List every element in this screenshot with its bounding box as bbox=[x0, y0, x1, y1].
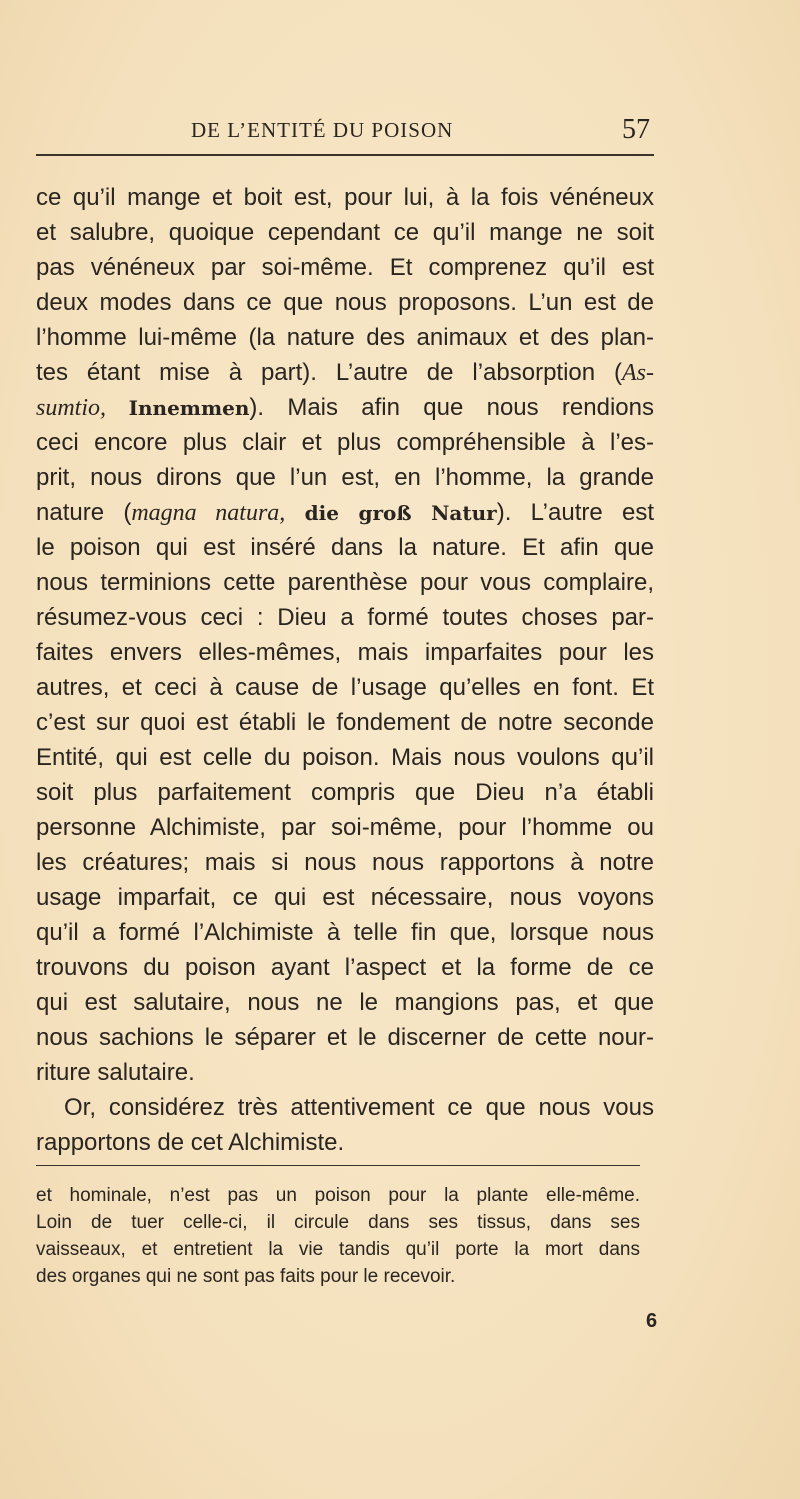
latin-term: As- bbox=[622, 360, 654, 386]
text-line: qu’il a formé l’Alchimiste à telle fin que, lorsque nous bbox=[36, 919, 654, 946]
text-line: soit plus parfaitement compris que Dieu n’a établi bbox=[36, 779, 654, 806]
main-text bbox=[36, 180, 654, 1160]
text-line: résumez-vous ceci : Dieu a formé toutes choses par- bbox=[36, 604, 654, 631]
footnote-rule bbox=[36, 1165, 640, 1166]
text-fragment: ). L’autre est bbox=[496, 499, 655, 526]
german-term: Innemmen bbox=[128, 396, 250, 420]
german-term: die groß Natur bbox=[304, 501, 497, 525]
text-fragment: nature ( bbox=[36, 499, 132, 526]
text-line: les créatures; mais si nous nous rapportons à notre bbox=[36, 849, 654, 876]
text-line: ce qu’il mange et boit est, pour lui, à la fois vénéneux bbox=[36, 184, 654, 211]
text-line: faites envers elles-mêmes, mais imparfaites pour les bbox=[36, 639, 654, 666]
footnote-line: des organes qui ne sont pas faits pour le recevoir. bbox=[36, 1266, 456, 1287]
text-line: autres, et ceci à cause de l’usage qu’elles en font. Et bbox=[36, 674, 654, 701]
latin-term: magna natura, bbox=[131, 500, 286, 526]
page-number: 57 bbox=[622, 114, 650, 145]
text-line: qui est salutaire, nous ne le mangions pas, et que bbox=[36, 989, 654, 1016]
text-line: pas vénéneux par soi-même. Et comprenez qu’il est bbox=[36, 254, 654, 281]
text-line: Or, considérez très attentivement ce que nous vous bbox=[64, 1094, 654, 1121]
page-header bbox=[36, 110, 654, 156]
text-line bbox=[36, 355, 654, 390]
text-line bbox=[36, 390, 654, 425]
text-line: et salubre, quoique cependant ce qu’il mange ne soit bbox=[36, 219, 654, 246]
running-title: DE L’ENTITÉ DU POISON bbox=[191, 118, 454, 142]
text-line: ceci encore plus clair et plus compréhensible à l’es- bbox=[36, 429, 654, 456]
text-line: rapportons de cet Alchimiste. bbox=[36, 1129, 345, 1156]
text-line: nous sachions le séparer et le discerner de cette nour- bbox=[36, 1024, 654, 1051]
text-line: le poison qui est inséré dans la nature. Et afin que bbox=[36, 534, 654, 561]
text-line: usage imparfait, ce qui est nécessaire, nous voyons bbox=[36, 884, 654, 911]
footnote-line: Loin de tuer celle-ci, il circule dans ses tissus, dans ses bbox=[36, 1212, 640, 1233]
header-rule bbox=[36, 154, 654, 156]
text-line: l’homme lui-même (la nature des animaux et des plan- bbox=[36, 324, 654, 351]
text-line: trouvons du poison ayant l’aspect et la forme de ce bbox=[36, 954, 654, 981]
footnote-line: vaisseaux, et entretient la vie tandis qu’il porte la mort dans bbox=[36, 1239, 640, 1260]
text-line: nous terminions cette parenthèse pour vous complaire, bbox=[36, 569, 654, 596]
text-line: Entité, qui est celle du poison. Mais nous voulons qu’il bbox=[36, 744, 654, 771]
text-line: c’est sur quoi est établi le fondement de notre seconde bbox=[36, 709, 654, 736]
text-fragment: tes étant mise à part). L’autre de l’absorption ( bbox=[36, 359, 622, 386]
footnote-line: et hominale, n’est pas un poison pour la plante elle-même. bbox=[36, 1185, 640, 1206]
text-fragment: ). Mais afin que nous rendions bbox=[249, 394, 654, 421]
signature-mark: 6 bbox=[646, 1310, 658, 1332]
text-line: prit, nous dirons que l’un est, en l’homme, la grande bbox=[36, 464, 654, 491]
text-line: riture salutaire. bbox=[36, 1059, 195, 1086]
latin-term: sumtio, bbox=[36, 395, 129, 421]
text-line bbox=[36, 495, 654, 530]
text-line: personne Alchimiste, par soi-même, pour l’homme ou bbox=[36, 814, 654, 841]
footnote bbox=[36, 1182, 640, 1290]
text-line: deux modes dans ce que nous proposons. L’un est de bbox=[36, 289, 654, 316]
